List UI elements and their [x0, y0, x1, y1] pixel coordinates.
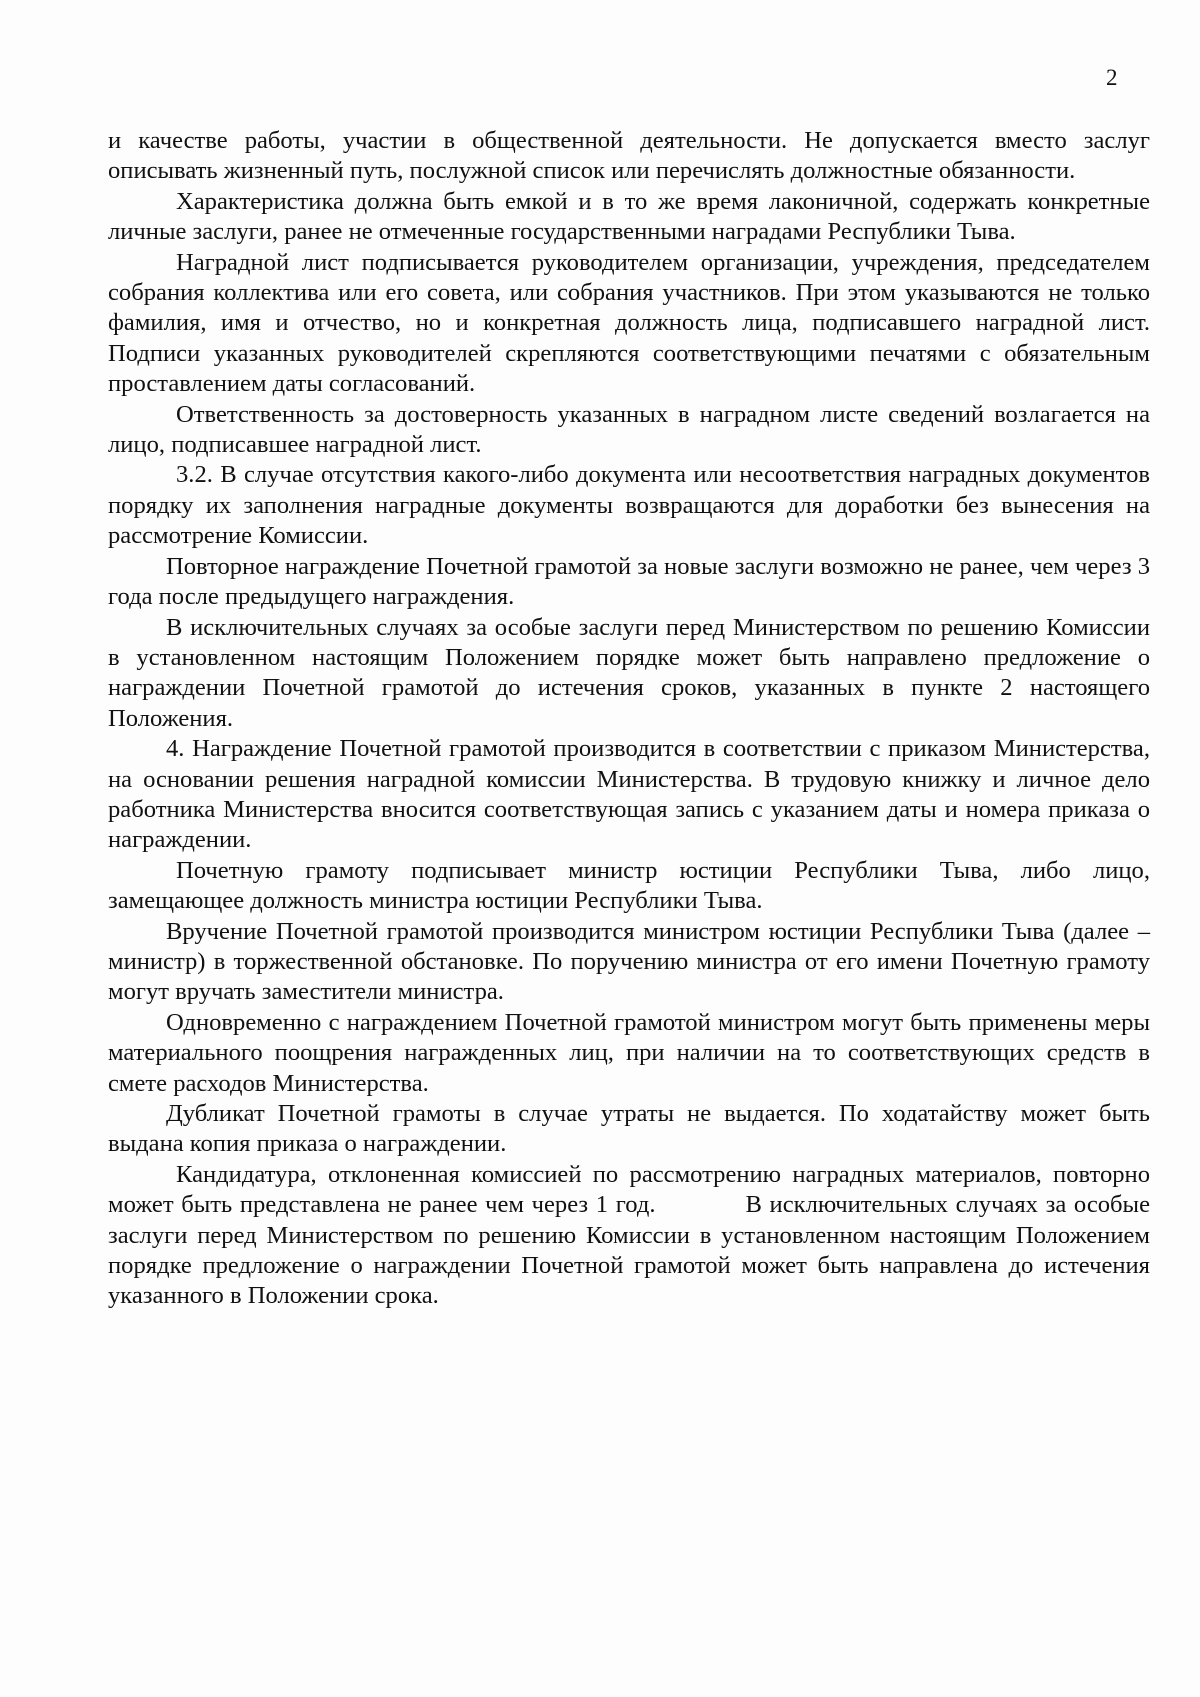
paragraph-clause-4: 4. Награждение Почетной грамотой производится в соответствии с приказом Министерства, на основании решения наградной комиссии Министерства. В трудовую книжку и личное дело работника Министерства вносится соответствующая запись с указанием даты и номера приказа о награждении. — [108, 735, 1150, 854]
paragraph-presentation: Вручение Почетной грамотой производится министром юстиции Республики Тыва (далее – министр) в торжественной обстановке. По поручению министра от его имени Почетную грамоту могут вручать заместители министра. — [108, 917, 1150, 1006]
paragraph-characteristic: Характеристика должна быть емкой и в то же время лаконичной, содержать конкретные личные заслуги, ранее не отмеченные государственными наградами Республики Тыва. — [108, 187, 1150, 246]
paragraph-clause-3-2: 3.2. В случае отсутствия какого-либо документа или несоответствия наградных документов порядку их заполнения наградные документы возвращаются для доработки без вынесения на рассмотрение Комиссии. — [108, 461, 1150, 550]
paragraph-responsibility: Ответственность за достоверность указанных в наградном листе сведений возлагается на лицо, подписавшее наградной лист. — [108, 400, 1150, 459]
paragraph-signing: Почетную грамоту подписывает министр юстиции Республики Тыва, либо лицо, замещающее должность министра юстиции Республики Тыва. — [108, 856, 1150, 915]
paragraph-rejected-candidate-part2: В исключительных случаях за особые заслуги перед Министерством по решению Комиссии в установленном настоящим Положением порядке предложение о награждении Почетной грамотой может быть направлена до истечения указанного в Положении срока. — [108, 1191, 1150, 1310]
paragraph-repeat-award: Повторное награждение Почетной грамотой за новые заслуги возможно не ранее, чем через 3 года после предыдущего награждения. — [108, 552, 1150, 611]
document-body — [108, 126, 1150, 1312]
paragraph-continuation: и качестве работы, участии в общественной деятельности. Не допускается вместо заслуг описывать жизненный путь, послужной список или перечислять должностные обязанности. — [108, 127, 1150, 185]
page-number: 2 — [1106, 65, 1118, 90]
paragraph-rejected-candidate — [108, 1160, 1150, 1312]
paragraph-exceptional-cases: В исключительных случаях за особые заслуги перед Министерством по решению Комиссии в установленном настоящим Положением порядке может быть направлено предложение о награждении Почетной грамотой до истечения сроков, указанных в пункте 2 настоящего Положения. — [108, 613, 1150, 732]
paragraph-duplicate: Дубликат Почетной грамоты в случае утраты не выдается. По ходатайству может быть выдана копия приказа о награждении. — [108, 1100, 1150, 1158]
paragraph-material-incentives: Одновременно с награждением Почетной грамотой министром могут быть применены меры материального поощрения награжденных лиц, при наличии на то соответствующих средств в смете расходов Министерства. — [108, 1008, 1150, 1097]
paragraph-rejected-candidate-part1: Кандидатура, отклоненная комиссией по рассмотрению наградных материалов, повторно может быть представлена не ранее чем через 1 год. — [108, 1160, 1150, 1219]
paragraph-award-sheet-signing: Наградной лист подписывается руководителем организации, учреждения, председателем собрания коллектива или его совета, или собрания участников. При этом указываются не только фамилия, имя и отчество, но и конкретная должность лица, подписавшего наградной лист. Подписи указанных руководителей скрепляются соответствующими печатями с обязательным проставлением даты согласований. — [108, 248, 1150, 398]
